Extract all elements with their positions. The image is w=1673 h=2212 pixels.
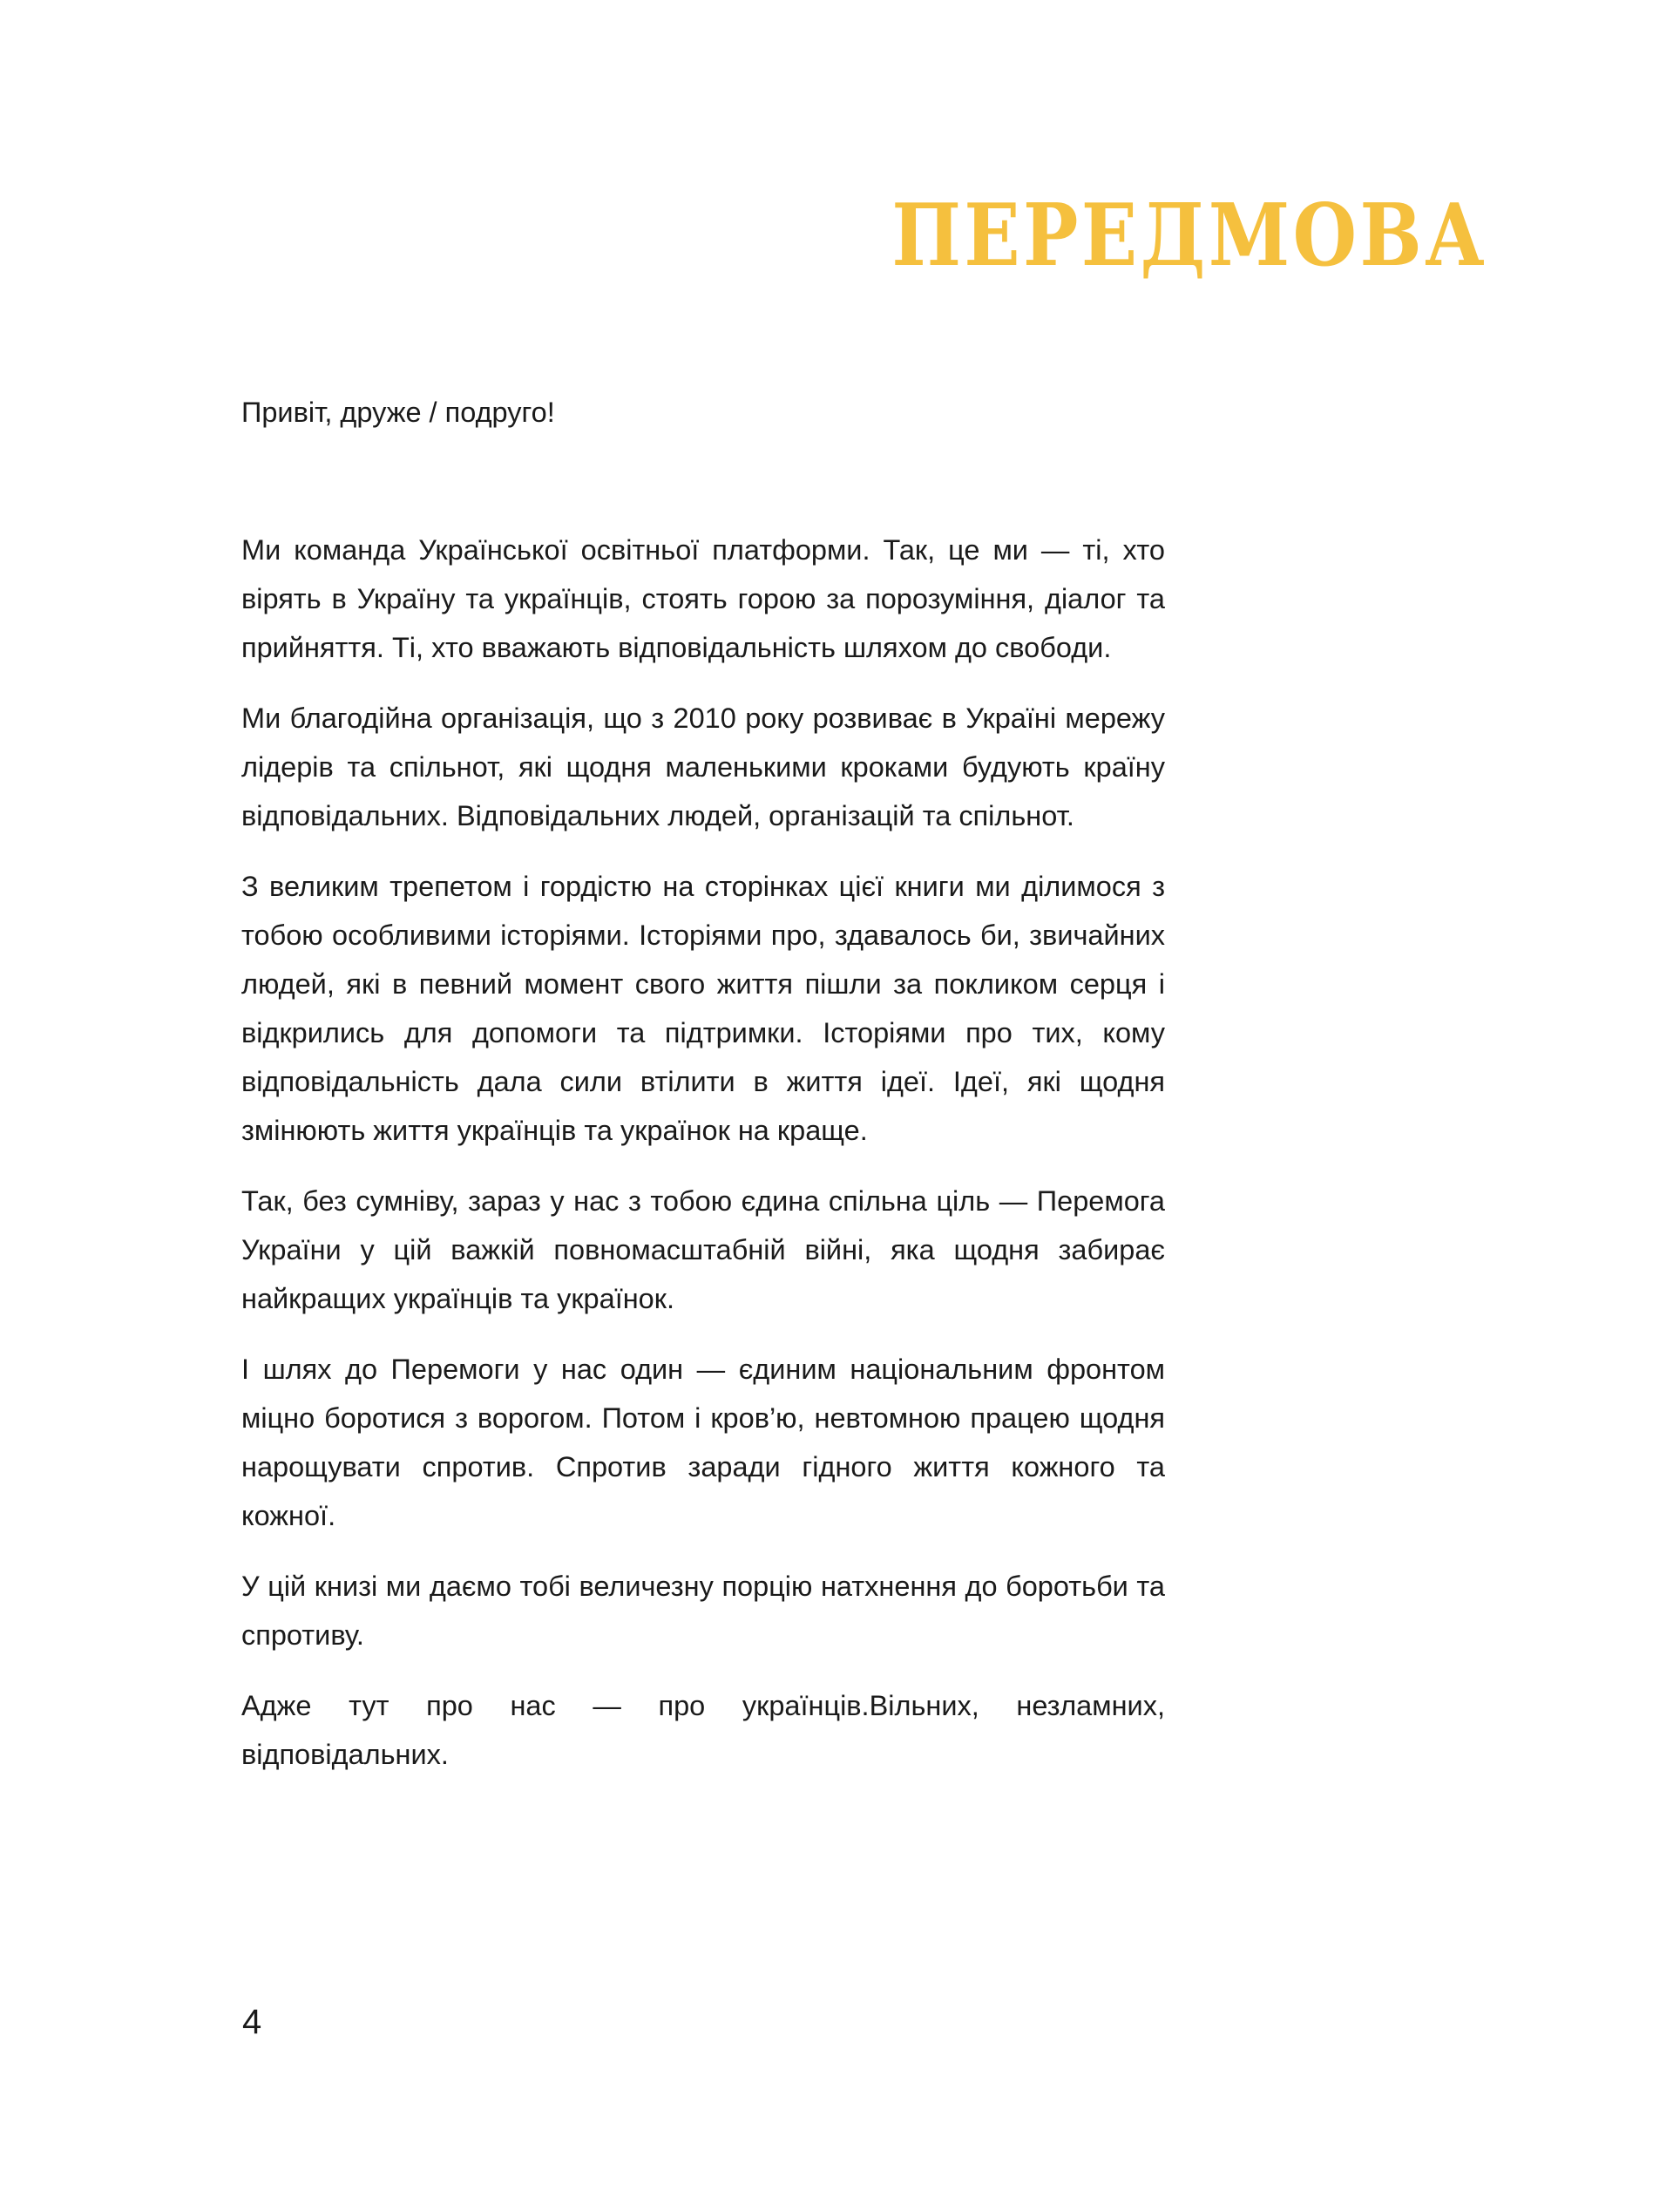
page-number: 4 (242, 2003, 262, 2041)
paragraph: Адже тут про нас — про українців.Вільних, незламних, відповідальних. (241, 1690, 1165, 1770)
body-text (241, 388, 1165, 1801)
paragraph: Так, без сумніву, зараз у нас з тобою єдина спільна ціль — Перемога України у цій важкій повномасштабній війні, яка щодня забирає найкращих українців та українок. (241, 1185, 1165, 1314)
page-title: ПЕРЕДМОВА (891, 186, 1487, 286)
paragraph: З великим трепетом і гордістю на сторінках цієї книги ми ділимося з тобою особливими історіями. Історіями про, здавалось би, звичайних людей, які в певний момент свого життя пішли за покликом серця і відкрились для допомоги та підтримки. Історіями про тих, кому відповідальність дала сили втілити в життя ідеї. Ідеї, які щодня змінюють життя українців та українок на краще. (241, 871, 1165, 1146)
paragraph: І шлях до Перемоги у нас один — єдиним національним фронтом міцно боротися з ворогом. Потом і кров’ю, невтомною працею щодня нарощувати спротив. Спротив заради гідного життя кожного та кожної. (241, 1354, 1165, 1531)
greeting: Привіт, друже / подруго! (241, 397, 555, 428)
paragraph: У цій книзі ми даємо тобі величезну порцію натхнення до боротьби та спротиву. (241, 1571, 1165, 1651)
paragraph: Ми команда Української освітньої платформи. Так, це ми — ті, хто вірять в Україну та українців, стоять горою за порозуміння, діалог та прийняття. Ті, хто вважають відповідальність шляхом до свободи. (241, 534, 1165, 663)
paragraph: Ми благодійна організація, що з 2010 року розвиває в Україні мережу лідерів та спільнот, які щодня маленькими кроками будують країну відповідальних. Відповідальних людей, організацій та спільнот. (241, 702, 1165, 831)
